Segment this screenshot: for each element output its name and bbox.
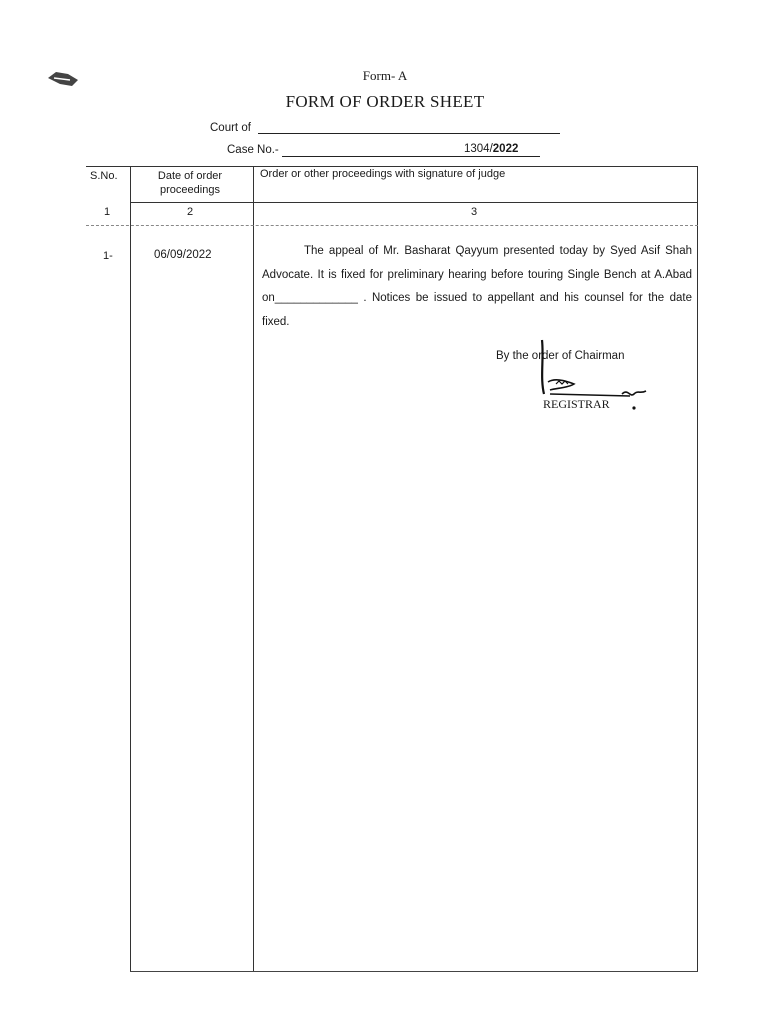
table-top-border [86, 166, 698, 167]
by-order-of-chairman: By the order of Chairman [496, 350, 625, 362]
court-blank-line [258, 133, 560, 134]
header-order: Order or other proceedings with signature of judge [260, 168, 506, 180]
form-label: Form- A [362, 68, 408, 83]
column-number-2: 2 [187, 206, 194, 218]
row-date: 06/09/2022 [154, 249, 212, 261]
case-year: 2022 [492, 143, 519, 155]
row-sno: 1- [103, 250, 113, 262]
table-column-divider [130, 166, 131, 972]
table-number-row-divider [86, 225, 698, 226]
table-header-divider [130, 202, 698, 203]
page-title: FORM OF ORDER SHEET [285, 92, 485, 111]
registrar-title: REGISTRAR [543, 397, 610, 411]
court-label: Court of [210, 122, 251, 134]
case-number [464, 143, 518, 155]
case-number-value: 1304/ [464, 143, 493, 155]
case-blank-line [282, 156, 540, 157]
header-sno: S.No. [90, 170, 118, 182]
table-right-border [697, 166, 698, 972]
column-number-1: 1 [104, 206, 111, 218]
header-date: Date of order proceedings [157, 170, 223, 196]
case-label: Case No.- [227, 144, 279, 156]
column-number-3: 3 [471, 206, 478, 218]
table-column-divider [253, 166, 254, 972]
table-bottom-border [130, 971, 698, 972]
order-text: The appeal of Mr. Basharat Qayyum presented today by Syed Asif Shah Advocate. It is fixed for preliminary hearing before touring Single Bench at A.Abad on_____________ . Notices be issued to appellant and his counsel for the date fixed. [262, 245, 692, 328]
